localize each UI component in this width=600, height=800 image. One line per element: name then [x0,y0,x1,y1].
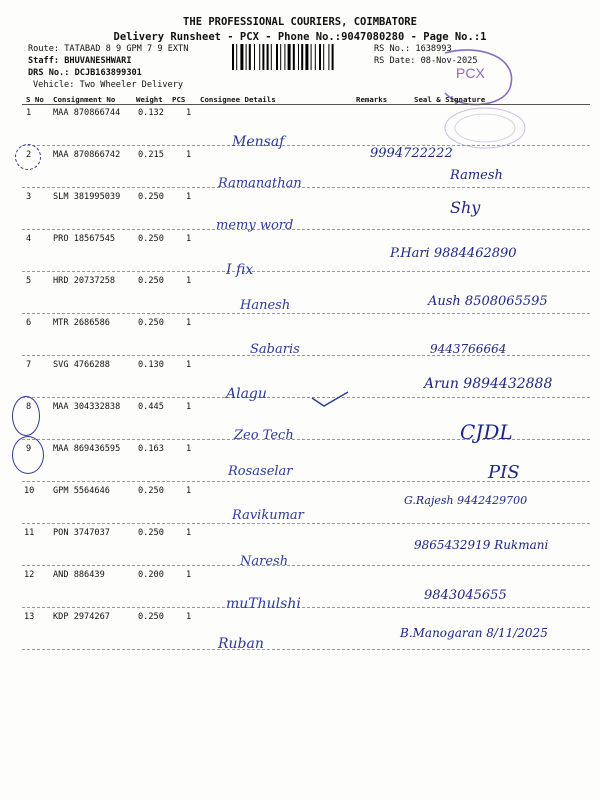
handwritten-consignee: Naresh [240,554,289,569]
row-weight: 0.250 [138,318,164,328]
col-pcs: PCS [172,95,186,104]
handwritten-remark: 9843045655 [424,588,507,603]
row-divider [22,271,590,272]
handwritten-remark: 9865432919 Rukmani [414,538,549,552]
handwritten-circle [15,144,41,170]
row-divider [22,145,590,146]
row-divider [22,649,590,650]
row-weight: 0.130 [138,360,164,370]
handwritten-signature: Shy [450,198,481,217]
handwritten-remark: Arun 9894432888 [424,376,553,392]
row-consignment: AND 886439 [53,570,105,580]
handwritten-circle [12,436,44,474]
row-pcs: 1 [186,402,192,412]
row-weight: 0.250 [138,234,164,244]
row-consignment: MAA 870866744 [53,108,121,118]
row-consignment: SVG 4766288 [53,360,110,370]
handwritten-signature: B.Manogaran 8/11/2025 [400,626,548,640]
handwritten-circle [12,396,40,436]
handwritten-remark: Aush 8508065595 [428,294,548,309]
row-weight: 0.250 [138,192,164,202]
col-sno: S No [26,95,44,104]
row-consignment: MTR 2686586 [53,318,110,328]
row-sno: 1 [26,108,32,118]
col-consignee: Consignee Details [200,95,276,104]
table-row [0,318,600,360]
handwritten-remark: 9994722222 [370,146,453,161]
handwritten-consignee: memy word [216,218,294,233]
row-pcs: 1 [186,108,192,118]
row-weight: 0.250 [138,276,164,286]
row-divider [22,523,590,524]
handwritten-remark: 9443766664 [430,342,507,356]
row-consignment: KDP 2974267 [53,612,110,622]
table-row [0,192,600,234]
row-sno: 8 [26,402,32,412]
col-weight: Weight [136,95,163,104]
company-title: THE PROFESSIONAL COURIERS, COIMBATORE [183,16,417,28]
vehicle-label: Vehicle: [33,80,75,90]
row-weight: 0.200 [138,570,164,580]
row-sno: 12 [24,570,35,580]
row-consignment: PRO 18567545 [53,234,116,244]
row-divider [22,397,590,398]
handwritten-consignee: muThulshi [226,596,301,612]
row-weight: 0.132 [138,108,164,118]
handwritten-consignee: I fix [226,262,254,278]
staff-line [28,56,132,66]
row-consignment: MAA 304332838 [53,402,121,412]
row-weight: 0.445 [138,402,164,412]
route-value: TATABAD 8 9 GPM 7 9 EXTN [64,44,189,54]
drs-line [28,68,142,78]
route-line [28,44,188,54]
handwritten-consignee: Hanesh [240,298,291,313]
row-sno: 11 [24,528,35,538]
row-consignment: MAA 870866742 [53,150,121,160]
row-pcs: 1 [186,612,192,622]
handwritten-consignee: Alagu [226,386,267,402]
col-seal-signature: Seal & Signature [414,95,486,104]
handwritten-remark: P.Hari 9884462890 [390,246,517,261]
stamp-text: PCX [456,65,485,81]
handwritten-consignee: Ravikumar [232,508,304,523]
row-divider [22,187,590,188]
row-pcs: 1 [186,444,192,454]
row-pcs: 1 [186,318,192,328]
row-divider [22,229,590,230]
row-weight: 0.250 [138,612,164,622]
row-sno: 13 [24,612,35,622]
row-weight: 0.250 [138,528,164,538]
row-sno: 7 [26,360,32,370]
row-sno: 10 [24,486,35,496]
row-pcs: 1 [186,360,192,370]
barcode [230,44,370,70]
row-consignment: PON 3747037 [53,528,110,538]
staff-label: Staff: [28,56,60,66]
row-pcs: 1 [186,234,192,244]
row-pcs: 1 [186,486,192,496]
row-weight: 0.250 [138,486,164,496]
row-sno: 6 [26,318,32,328]
row-sno: 3 [26,192,32,202]
row-consignment: HRD 20737258 [53,276,116,286]
runsheet-subtitle: Delivery Runsheet - PCX - Phone No.:9047080280 - Page No.:1 [113,31,487,43]
row-divider [22,607,590,608]
drs-value: DCJB163899301 [74,68,142,78]
row-weight: 0.163 [138,444,164,454]
col-remarks: Remarks [356,95,388,104]
handwritten-signature: Ramesh [450,168,503,183]
handwritten-consignee: Rosaselar [228,464,293,479]
row-weight: 0.215 [138,150,164,160]
row-pcs: 1 [186,276,192,286]
handwritten-consignee: Ramanathan [218,176,302,191]
col-consignment: Consignment No [53,95,116,104]
handwritten-remark: G.Rajesh 9442429700 [404,494,528,507]
vehicle-value: Two Wheeler Delivery [79,80,184,90]
staff-value: BHUVANESHWARI [64,56,132,66]
rs-no-label: RS No.: [374,44,411,54]
handwritten-signature: CJDL [460,420,513,444]
row-pcs: 1 [186,192,192,202]
handwritten-consignee: Ruban [218,636,264,652]
handwritten-signature: PIS [488,462,520,483]
handwritten-consignee: Mensaf [232,134,285,150]
header-rule [22,104,590,105]
row-sno: 4 [26,234,32,244]
rs-date-label: RS Date: [374,56,416,66]
row-sno: 9 [26,444,32,454]
row-divider [22,565,590,566]
row-consignment: MAA 869436595 [53,444,121,454]
row-sno: 2 [26,150,32,160]
vehicle-line [33,80,183,90]
row-pcs: 1 [186,570,192,580]
rs-no-value: 1638993 [415,44,452,54]
drs-label: DRS No.: [28,68,70,78]
tick-mark [310,390,350,410]
row-consignment: SLM 381995039 [53,192,121,202]
handwritten-consignee: Sabaris [250,342,300,357]
row-consignment: GPM 5564646 [53,486,110,496]
row-divider [22,313,590,314]
handwritten-consignee: Zeo Tech [234,428,294,443]
table-row [0,108,600,150]
rs-date-value: 08-Nov-2025 [420,56,478,66]
row-pcs: 1 [186,528,192,538]
row-sno: 5 [26,276,32,286]
row-pcs: 1 [186,150,192,160]
route-label: Route: [28,44,60,54]
